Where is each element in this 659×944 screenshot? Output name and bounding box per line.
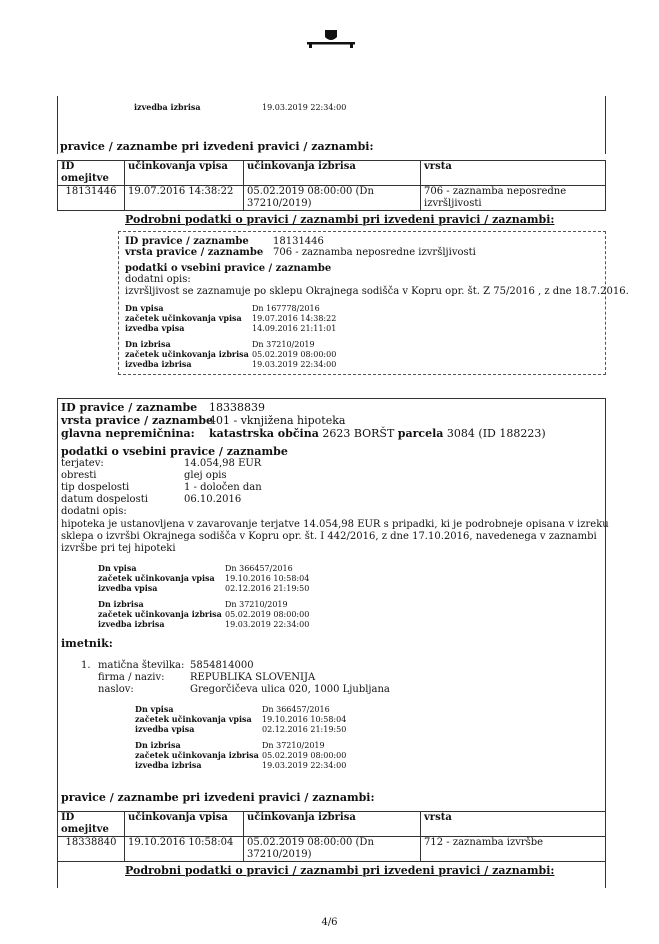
cell-izbris-2a: 05.02.2019 08:00:00 (Dn — [247, 837, 374, 848]
col-vpis: učinkovanja vpisa — [125, 161, 244, 186]
id-label: ID pravice / zaznambe — [125, 236, 249, 247]
zacetek-vpisa-value-2: 19.10.2016 10:58:04 — [225, 574, 310, 583]
col-vrsta-2: vrsta — [421, 812, 606, 837]
cell-vrsta: 706 - zaznamba neposredne — [424, 186, 567, 197]
zacetek-izbrisa-value: 05.02.2019 08:00:00 — [252, 350, 337, 359]
dodatni-line-2: sklepa o izvršbi Okrajnega sodišča v Kopru opr. št. I 442/2016, z dne 17.10.2016, navedenega v zaznambi — [61, 531, 597, 542]
naslov-value: Gregorčičeva ulica 020, 1000 Ljubljana — [190, 684, 390, 695]
col-vpis-2: učinkovanja vpisa — [125, 812, 244, 837]
terjatev-value: 14.054,98 EUR — [184, 458, 262, 469]
table-row — [58, 837, 606, 862]
imetnik-zacetek-vpisa-value: 19.10.2016 10:58:04 — [262, 715, 347, 724]
dn-vpisa-label: Dn vpisa — [125, 303, 164, 313]
gurs-logo-icon — [307, 28, 355, 50]
podatki-label: podatki o vsebini pravice / zaznambe — [125, 263, 332, 274]
cell-id-2: 18338840 — [58, 837, 125, 862]
dodatni-line-3: izvršbe pri tej hipoteki — [61, 543, 176, 554]
cell-izbris: 05.02.2019 08:00:00 (Dn — [247, 186, 374, 197]
col-id: ID omejitve — [58, 161, 125, 186]
col-izbris-2: učinkovanja izbrisa — [244, 812, 421, 837]
col-vrsta: vrsta — [421, 161, 606, 186]
zacetek-izbrisa-label: začetek učinkovanja izbrisa — [125, 349, 249, 359]
glavna-label: glavna nepremičnina: — [61, 427, 195, 440]
zacetek-vpisa-value: 19.07.2016 14:38:22 — [252, 314, 337, 323]
frame-right — [605, 96, 606, 154]
vrsta-value: 706 - zaznamba neposredne izvršljivosti — [273, 247, 476, 258]
tip-value: 1 - določen dan — [184, 482, 262, 493]
imetnik-izvedba-izbrisa-value: 19.03.2019 22:34:00 — [262, 761, 347, 770]
dodatni-line-1: hipoteka je ustanovljena v zavarovanje terjatve 14.054,98 EUR s pripadki, ki je podrobneje opisana v izreku — [61, 519, 609, 530]
izvedba-izbrisa-value-3: 19.03.2019 22:34:00 — [225, 620, 310, 629]
cell-izbris-2b: 37210/2019) — [247, 849, 312, 860]
id-value-2: 18338839 — [209, 401, 265, 414]
imetnik-dn-izbrisa-value: Dn 37210/2019 — [262, 741, 325, 750]
section-heading: pravice / zaznambe pri izvedeni pravici / zaznambi: — [60, 140, 374, 153]
imetnik-number: 1. — [81, 660, 91, 671]
imetnik-label: imetnik: — [61, 637, 113, 650]
zacetek-vpisa-label: začetek učinkovanja vpisa — [125, 313, 242, 323]
imetnik-dn-izbrisa-label: Dn izbrisa — [135, 740, 181, 750]
cell-vrsta-2: izvršljivosti — [424, 198, 482, 209]
izvedba-vpisa-value-2: 02.12.2016 21:19:50 — [225, 584, 310, 593]
izvedba-vpisa-label-2: izvedba vpisa — [98, 583, 158, 593]
restrictions-table-2 — [57, 811, 606, 862]
tip-label: tip dospelosti — [61, 482, 130, 493]
dn-izbrisa-value: Dn 37210/2019 — [252, 340, 315, 349]
id-value: 18131446 — [273, 236, 324, 247]
imetnik-izvedba-vpisa-value: 02.12.2016 21:19:50 — [262, 725, 347, 734]
cell-vrsta-2: 712 - zaznamba izvršbe — [421, 837, 606, 862]
zacetek-izbrisa-label-2: začetek učinkovanja izbrisa — [98, 609, 222, 619]
izvedba-izbrisa-label-2: izvedba izbrisa — [125, 359, 192, 369]
imetnik-zacetek-izbrisa-label: začetek učinkovanja izbrisa — [135, 750, 259, 760]
izvedba-izbrisa-label: izvedba izbrisa — [134, 102, 201, 112]
dn-vpisa-value: Dn 167778/2016 — [252, 304, 320, 313]
detail-heading-2: Podrobni podatki o pravici / zaznambi pri izvedeni pravici / zaznambi: — [125, 864, 555, 877]
izvedba-vpisa-label: izvedba vpisa — [125, 323, 185, 333]
vrsta-label: vrsta pravice / zaznambe — [125, 247, 264, 258]
ko-label: katastrska občina — [209, 427, 319, 440]
izvedba-vpisa-value: 14.09.2016 21:11:01 — [252, 324, 337, 333]
dn-izbrisa-label: Dn izbrisa — [125, 339, 171, 349]
ko-value: 2623 BORŠT — [322, 427, 395, 440]
restrictions-table — [57, 160, 606, 211]
obresti-value: glej opis — [184, 470, 227, 481]
dn-vpisa-value-2: Dn 366457/2016 — [225, 564, 293, 573]
imetnik-dn-vpisa-value: Dn 366457/2016 — [262, 705, 330, 714]
imetnik-zacetek-izbrisa-value: 05.02.2019 08:00:00 — [262, 751, 347, 760]
dodatni-label-2: dodatni opis: — [61, 506, 127, 517]
glavna-value — [209, 427, 546, 440]
izvedba-izbrisa-label-3: izvedba izbrisa — [98, 619, 165, 629]
col-izbris: učinkovanja izbrisa — [244, 161, 421, 186]
maticna-value: 5854814000 — [190, 660, 254, 671]
dn-izbrisa-value-2: Dn 37210/2019 — [225, 600, 288, 609]
firma-value: REPUBLIKA SLOVENIJA — [190, 672, 316, 683]
izvedba-izbrisa-value-2: 19.03.2019 22:34:00 — [252, 360, 337, 369]
imetnik-zacetek-vpisa-label: začetek učinkovanja vpisa — [135, 714, 252, 724]
zacetek-vpisa-label-2: začetek učinkovanja vpisa — [98, 573, 215, 583]
cell-vpis: 19.07.2016 14:38:22 — [125, 186, 244, 211]
parcela-label: parcela — [397, 427, 444, 440]
datum-label: datum dospelosti — [61, 494, 148, 505]
obresti-label: obresti — [61, 470, 97, 481]
cell-izbris-2: 37210/2019) — [247, 198, 312, 209]
parcela-value: 3084 (ID 188223) — [446, 427, 546, 440]
terjatev-label: terjatev: — [61, 458, 104, 469]
dn-vpisa-label-2: Dn vpisa — [98, 563, 137, 573]
firma-label: firma / naziv: — [98, 672, 165, 683]
vrsta-value-2: 401 - vknjižena hipoteka — [209, 414, 346, 427]
cell-vpis-2: 19.10.2016 10:58:04 — [125, 837, 244, 862]
page-number: 4/6 — [321, 917, 338, 928]
imetnik-izvedba-vpisa-label: izvedba vpisa — [135, 724, 195, 734]
izvedba-izbrisa-value: 19.03.2019 22:34:00 — [262, 103, 347, 112]
imetnik-dn-vpisa-label: Dn vpisa — [135, 704, 174, 714]
maticna-label: matična številka: — [98, 660, 185, 671]
dodatni-label: dodatni opis: — [125, 274, 191, 285]
vrsta-label-2: vrsta pravice / zaznambe — [61, 414, 214, 427]
dodatni-value: izvršljivost se zaznamuje po sklepu Okrajnega sodišča v Kopru opr. št. Z 75/2016 , z dne 18.7.2016. — [125, 286, 629, 297]
table-row — [58, 186, 606, 211]
naslov-label: naslov: — [98, 684, 134, 695]
cell-id: 18131446 — [58, 186, 125, 211]
dn-izbrisa-label-2: Dn izbrisa — [98, 599, 144, 609]
frame-left — [57, 96, 58, 154]
id-label-2: ID pravice / zaznambe — [61, 401, 198, 414]
podatki-label-2: podatki o vsebini pravice / zaznambe — [61, 445, 288, 458]
col-id-2: ID omejitve — [58, 812, 125, 837]
zacetek-izbrisa-value-2: 05.02.2019 08:00:00 — [225, 610, 310, 619]
detail-heading: Podrobni podatki o pravici / zaznambi pri izvedeni pravici / zaznambi: — [125, 213, 555, 226]
datum-value: 06.10.2016 — [184, 494, 242, 505]
sub-heading-2: pravice / zaznambe pri izvedeni pravici / zaznambi: — [61, 791, 375, 804]
imetnik-izvedba-izbrisa-label: izvedba izbrisa — [135, 760, 202, 770]
